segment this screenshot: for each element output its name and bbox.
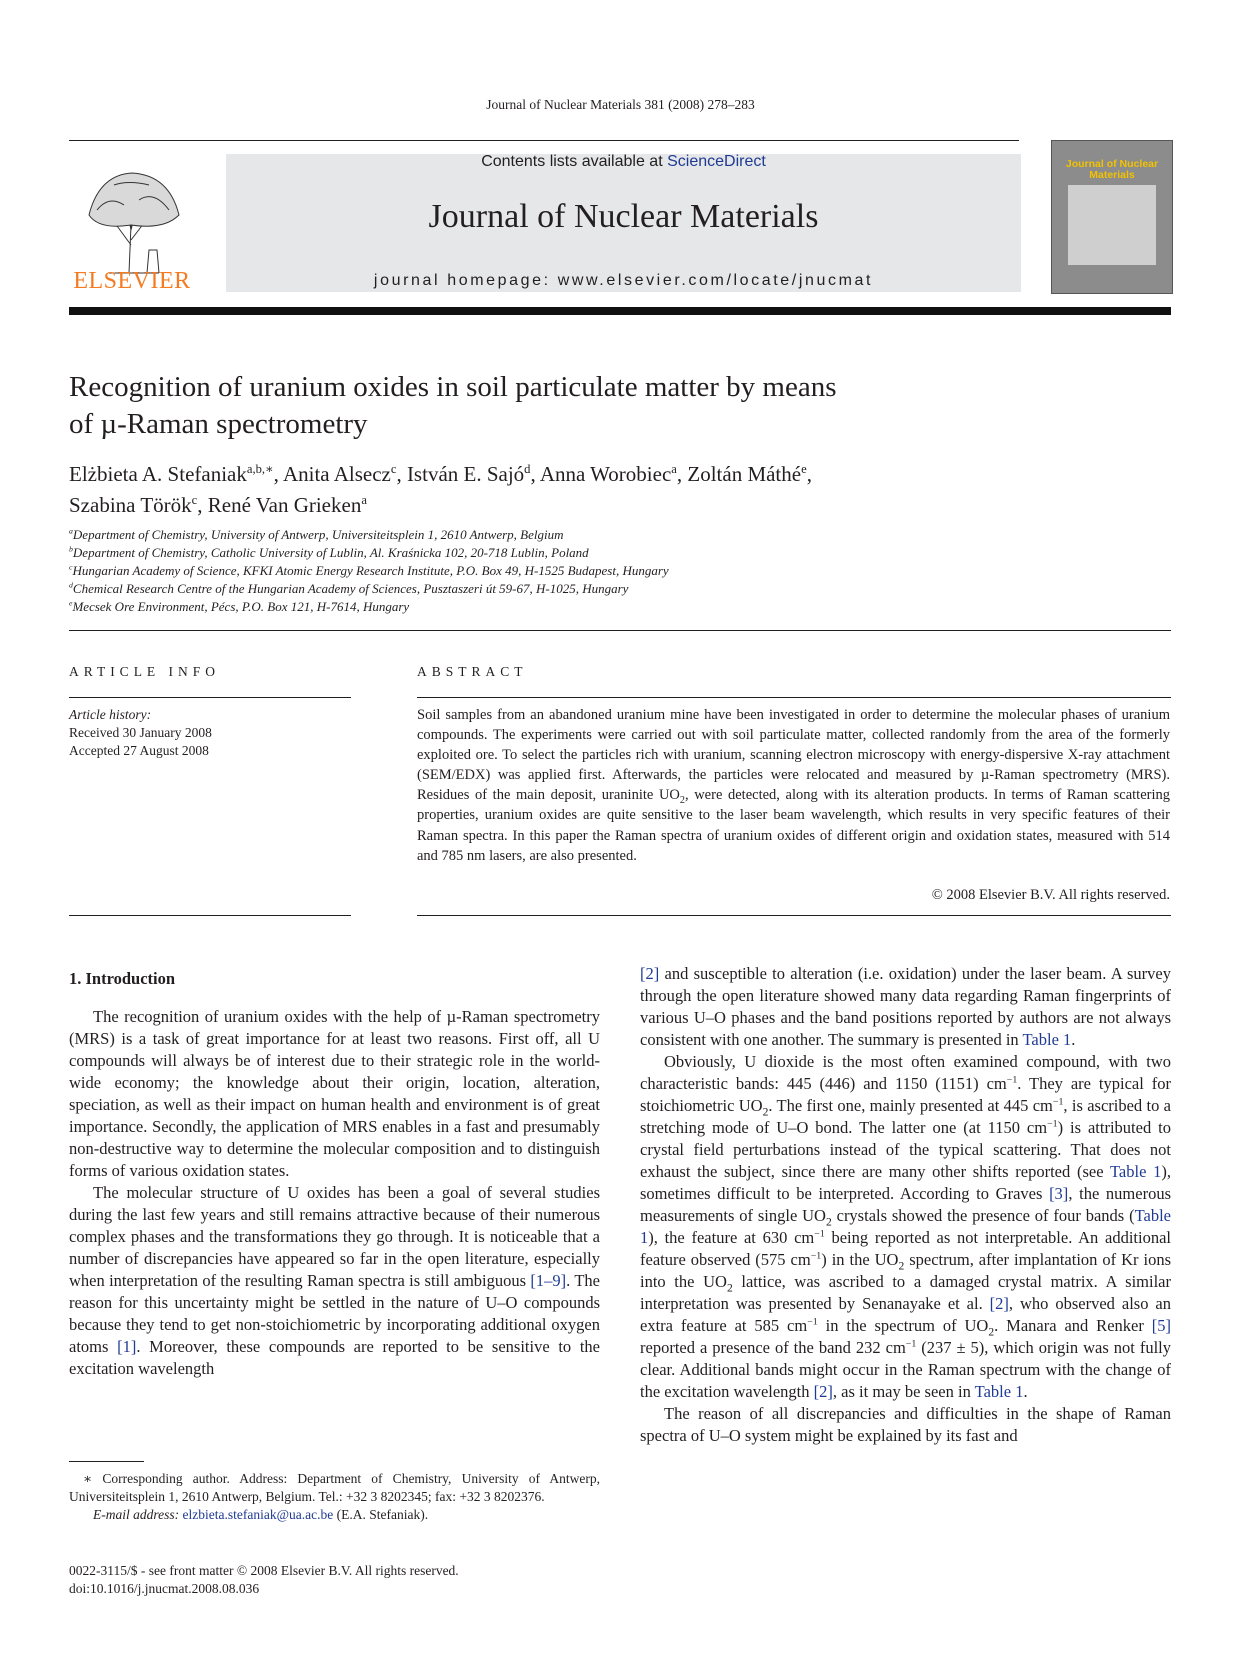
table-link[interactable]: Table 1 xyxy=(640,1206,1171,1247)
article-title xyxy=(69,369,969,443)
paragraph-text: The molecular structure of U oxides has been a goal of several studies during the last few years and still remains attractive because of their numerous complex phases and the transformations they go through. It is noticeable that a number of discrepancies have appeared so far in the open literature, especially when interpretation of the resulting Raman spectra is still ambiguous xyxy=(69,1183,600,1290)
journal-cover-thumbnail xyxy=(1051,140,1173,294)
author-name: István E. Sajó xyxy=(406,462,525,486)
affiliation-key: a xyxy=(69,526,73,536)
article-info-heading: ARTICLE INFO xyxy=(69,664,221,679)
author-list xyxy=(69,459,1169,521)
footnote-email-line xyxy=(69,1506,600,1524)
paragraph-text: and susceptible to alteration (i.e. oxidation) under the laser beam. A survey through the open literature showed many data regarding Raman fingerprints of various U–O phases and the band positions reported by authors are not always consistent with one another. The summary is presented in xyxy=(640,964,1171,1049)
affiliation-key: e xyxy=(69,598,73,608)
footnote-body: Corresponding author. Address: Department of Chemistry, University of Antwerp, Universiteitsplein 1, 2610 Antwerp, Belgium. Tel.: +32 3 8202345; fax: +32 3 8202376. xyxy=(69,1471,600,1504)
citation-link[interactable]: [2] xyxy=(989,1294,1009,1313)
paragraph-text: (237 ± 5), which origin was not fully clear. Additional bands might occur in the Raman spectrum with the change of the excitation wavelength xyxy=(640,1338,1171,1401)
front-matter-info xyxy=(69,1562,459,1598)
subscript: 2 xyxy=(825,1216,832,1229)
subscript: 2 xyxy=(898,1260,905,1273)
subscript: 2 xyxy=(726,1282,733,1295)
section-heading-introduction: 1. Introduction xyxy=(69,969,176,988)
paragraph-text: . Moreover, these compounds are reported to be sensitive to the excitation wavelength xyxy=(69,1337,600,1378)
affiliation-key: d xyxy=(69,580,73,590)
email-suffix: (E.A. Stefaniak). xyxy=(336,1507,429,1522)
author-separator: , xyxy=(273,462,283,486)
doi-line: doi:10.1016/j.jnucmat.2008.08.036 xyxy=(69,1581,260,1596)
superscript: −1 xyxy=(807,1316,818,1328)
paragraph-text: . The first one, mainly presented at 445 cm xyxy=(768,1096,1053,1115)
paragraph-text: spectrum, after implantation of Kr ions into the UO xyxy=(640,1250,1171,1291)
author-affil-mark: a xyxy=(361,493,367,507)
intro-paragraph-2 xyxy=(69,1182,600,1380)
paragraph-text: , the numerous measurements of single UO xyxy=(640,1184,1172,1225)
superscript: −1 xyxy=(814,1228,825,1240)
affiliation-key: b xyxy=(69,544,73,554)
paragraph-text: . The reason for this uncertainty might be settled in the nature of U–O compounds because they tend to get non-stoichiometric by incorporating additional oxygen atoms xyxy=(69,1271,601,1356)
affiliation-text: Hungarian Academy of Science, KFKI Atomic Energy Research Institute, P.O. Box 49, H-1525 Budapest, Hungary xyxy=(72,563,669,578)
paragraph-text: ) in the UO xyxy=(821,1250,899,1269)
paragraph-text: being reported as not interpretable. An additional feature observed (575 cm xyxy=(640,1228,1171,1269)
author-affil-mark: a,b,∗ xyxy=(246,462,274,476)
contents-prefix: Contents lists available at xyxy=(481,153,663,170)
paragraph-text: crystals showed the presence of four bands ( xyxy=(831,1206,1135,1225)
intro-paragraph-1: The recognition of uranium oxides with the help of µ-Raman spectrometry (MRS) is a task of great importance for at least two reasons. First off, all U compounds will always be of interest due to their strategic role in the world-wide economy; the knowledge about their origin, location, alteration, speciation, as well as their impact on human health and environment is of great importance. Secondly, the application of MRS enables in a fast and presumably non-destructive way to determine the molecular composition and to distinguish forms of various oxidation states. xyxy=(69,1007,600,1180)
superscript: −1 xyxy=(810,1250,822,1262)
right-column xyxy=(640,963,1171,1447)
author-name: Anita Alsecz xyxy=(282,462,391,486)
issn-line: 0022-3115/$ - see front matter © 2008 Elsevier B.V. All rights reserved. xyxy=(69,1563,459,1578)
author-line1 xyxy=(69,459,1169,490)
author-separator: , xyxy=(197,493,208,517)
elsevier-wordmark: ELSEVIER xyxy=(73,268,191,294)
article-title-line2: of µ-Raman spectrometry xyxy=(69,408,368,440)
right-paragraph-2 xyxy=(640,1051,1171,1403)
footnote-text xyxy=(69,1470,600,1506)
history-label: Article history: xyxy=(69,707,152,722)
affiliation-key: c xyxy=(69,562,73,572)
affiliation-c xyxy=(69,562,1169,580)
article-info-rule xyxy=(69,697,351,698)
table-link[interactable]: Table 1 xyxy=(974,1382,1024,1401)
author-separator: , xyxy=(396,462,407,486)
citation-link[interactable]: [1] xyxy=(117,1337,137,1356)
author-line2 xyxy=(69,490,1169,521)
right-paragraph-3: The reason of all discrepancies and difficulties in the shape of Raman spectra of U–O system might be explained by its fast and xyxy=(640,1404,1171,1445)
article-history xyxy=(69,706,212,760)
author-affil-mark: c xyxy=(390,462,397,476)
article-title-line1: Recognition of uranium oxides in soil particulate matter by means xyxy=(69,371,837,403)
table-link[interactable]: Table 1 xyxy=(1022,1030,1072,1049)
citation-link[interactable]: [3] xyxy=(1049,1184,1069,1203)
affiliation-d xyxy=(69,580,1169,598)
right-paragraph-1 xyxy=(640,963,1171,1051)
journal-title: Journal of Nuclear Materials xyxy=(428,198,819,235)
paragraph-text: . Manara and Renker xyxy=(994,1316,1152,1335)
paragraph-text: ), the feature at 630 cm xyxy=(648,1228,815,1247)
received-date: Received 30 January 2008 xyxy=(69,725,212,740)
header-bottom-rule xyxy=(69,307,1171,315)
sciencedirect-link[interactable]: ScienceDirect xyxy=(667,153,766,170)
paragraph-text: ) is attributed to crystal field perturbations instead of the typical scattering. That does not exhaust the subject, since there are many other shifts reported (see xyxy=(640,1118,1171,1181)
affiliation-text: Department of Chemistry, University of Antwerp, Universiteitsplein 1, 2610 Antwerp, Belgium xyxy=(72,527,564,542)
header-top-rule xyxy=(69,140,1019,141)
affiliation-e xyxy=(69,598,1169,616)
subscript: 2 xyxy=(679,795,685,807)
punctuation: . xyxy=(1023,1382,1028,1401)
abstract-bottom-rule xyxy=(417,915,1171,916)
superscript: −1 xyxy=(1047,1118,1058,1130)
footnote-mark: ∗ xyxy=(83,1471,93,1486)
author-separator: , xyxy=(530,462,540,486)
author-name: Elżbieta A. Stefaniak xyxy=(69,462,247,486)
subscript: 2 xyxy=(762,1106,769,1119)
affiliation-text: Chemical Research Centre of the Hungarian Academy of Sciences, Pusztaszeri út 59-67, H-1025, Hungary xyxy=(72,581,629,596)
affiliation-b xyxy=(69,544,1169,562)
author-affil-mark: d xyxy=(524,462,531,476)
abstract-text: , were detected, along with its alteration products. In terms of Raman scattering properties, uranium oxides are quite sensitive to the laser beam wavelength, which results in very specific features of their Raman spectra. In this paper the Raman spectra of uranium oxides of different origin and oxidation states, measured with 514 and 785 nm lasers, are also presented. xyxy=(417,787,1170,864)
citation-link[interactable]: [5] xyxy=(1151,1316,1171,1335)
author-separator: , xyxy=(676,462,688,486)
journal-citation: Journal of Nuclear Materials 381 (2008) 278–283 xyxy=(486,97,755,112)
paragraph-text: reported a presence of the band 232 cm xyxy=(640,1338,906,1357)
citation-link[interactable]: [2] xyxy=(813,1382,833,1401)
paragraph-text: in the spectrum of UO xyxy=(817,1316,989,1335)
paragraph-text: lattice, was ascribed to a damaged crystal matrix. A similar interpretation was presented by Senanayake et al. xyxy=(640,1272,1171,1313)
author-affil-mark: c xyxy=(191,493,198,507)
left-column xyxy=(69,1006,600,1380)
paragraph-text: . They are typical for stoichiometric UO xyxy=(640,1074,1171,1115)
abstract-heading: ABSTRACT xyxy=(417,664,528,679)
author-name: Zoltán Máthé xyxy=(687,462,802,486)
email-link[interactable]: elzbieta.stefaniak@ua.ac.be xyxy=(182,1507,334,1522)
journal-homepage-link[interactable]: journal homepage: www.elsevier.com/locate/jnucmat xyxy=(373,272,874,289)
contents-line xyxy=(226,153,1021,171)
affiliations-rule xyxy=(69,630,1171,631)
author-name: Anna Worobiec xyxy=(539,462,672,486)
abstract-text: Soil samples from an abandoned uranium mine have been investigated in order to determine the molecular phases of uranium compounds. The experiments were carried out with soil particulate matter, collected randomly from the area of the formerly exploited ore. To select the particles rich with uranium, scanning electron microscopy with energy-dispersive X-ray attachment (SEM/EDX) was applied first. Afterwards, the particles were relocated and measured by µ-Raman spectrometry (MRS). Residues of the main deposit, uraninite UO xyxy=(417,707,1170,804)
corresponding-author-footnote xyxy=(69,1470,600,1524)
footnote-rule xyxy=(69,1461,144,1462)
punctuation: . xyxy=(1071,1030,1076,1049)
email-label: E-mail address: xyxy=(93,1507,180,1522)
author-separator: , xyxy=(806,462,812,486)
abstract-copyright: © 2008 Elsevier B.V. All rights reserved. xyxy=(931,887,1170,903)
citation-link[interactable]: [2] xyxy=(640,964,660,983)
superscript: −1 xyxy=(905,1338,917,1350)
cover-title: Journal of Nuclear Materials xyxy=(1065,158,1159,181)
citation-link[interactable]: [1–9] xyxy=(530,1271,567,1290)
author-affil-mark: a xyxy=(671,462,677,476)
author-name: René Van Grieken xyxy=(207,493,362,517)
paragraph-text: ), sometimes difficult to be interpreted. According to Graves xyxy=(640,1162,1171,1203)
paragraph-text: , who observed also an extra feature at 585 cm xyxy=(640,1294,1171,1335)
author-affil-mark: e xyxy=(801,462,807,476)
accepted-date: Accepted 27 August 2008 xyxy=(69,743,209,758)
table-link[interactable]: Table 1 xyxy=(1109,1162,1162,1181)
affiliation-text: Department of Chemistry, Catholic University of Lublin, Al. Kraśnicka 102, 20-718 Lublin, Poland xyxy=(72,545,589,560)
paragraph-text: Obviously, U dioxide is the most often examined compound, with two characteristic bands: 445 (446) and 1150 (1151) cm xyxy=(640,1052,1171,1093)
paragraph-text: , as it may be seen in xyxy=(832,1382,975,1401)
subscript: 2 xyxy=(988,1326,995,1339)
author-name: Szabina Török xyxy=(69,493,192,517)
abstract-body xyxy=(417,705,1170,866)
superscript: −1 xyxy=(1052,1096,1064,1108)
paragraph-text: , is ascribed to a stretching mode of U–O bond. The latter one (at 1150 cm xyxy=(640,1096,1171,1137)
abstract-rule xyxy=(417,697,1171,698)
affiliation-text: Mecsek Ore Environment, Pécs, P.O. Box 121, H-7614, Hungary xyxy=(72,599,410,614)
article-info-bottom-rule xyxy=(69,915,351,916)
superscript: −1 xyxy=(1006,1074,1018,1086)
affiliation-a xyxy=(69,526,1169,544)
cover-image xyxy=(1068,185,1156,265)
